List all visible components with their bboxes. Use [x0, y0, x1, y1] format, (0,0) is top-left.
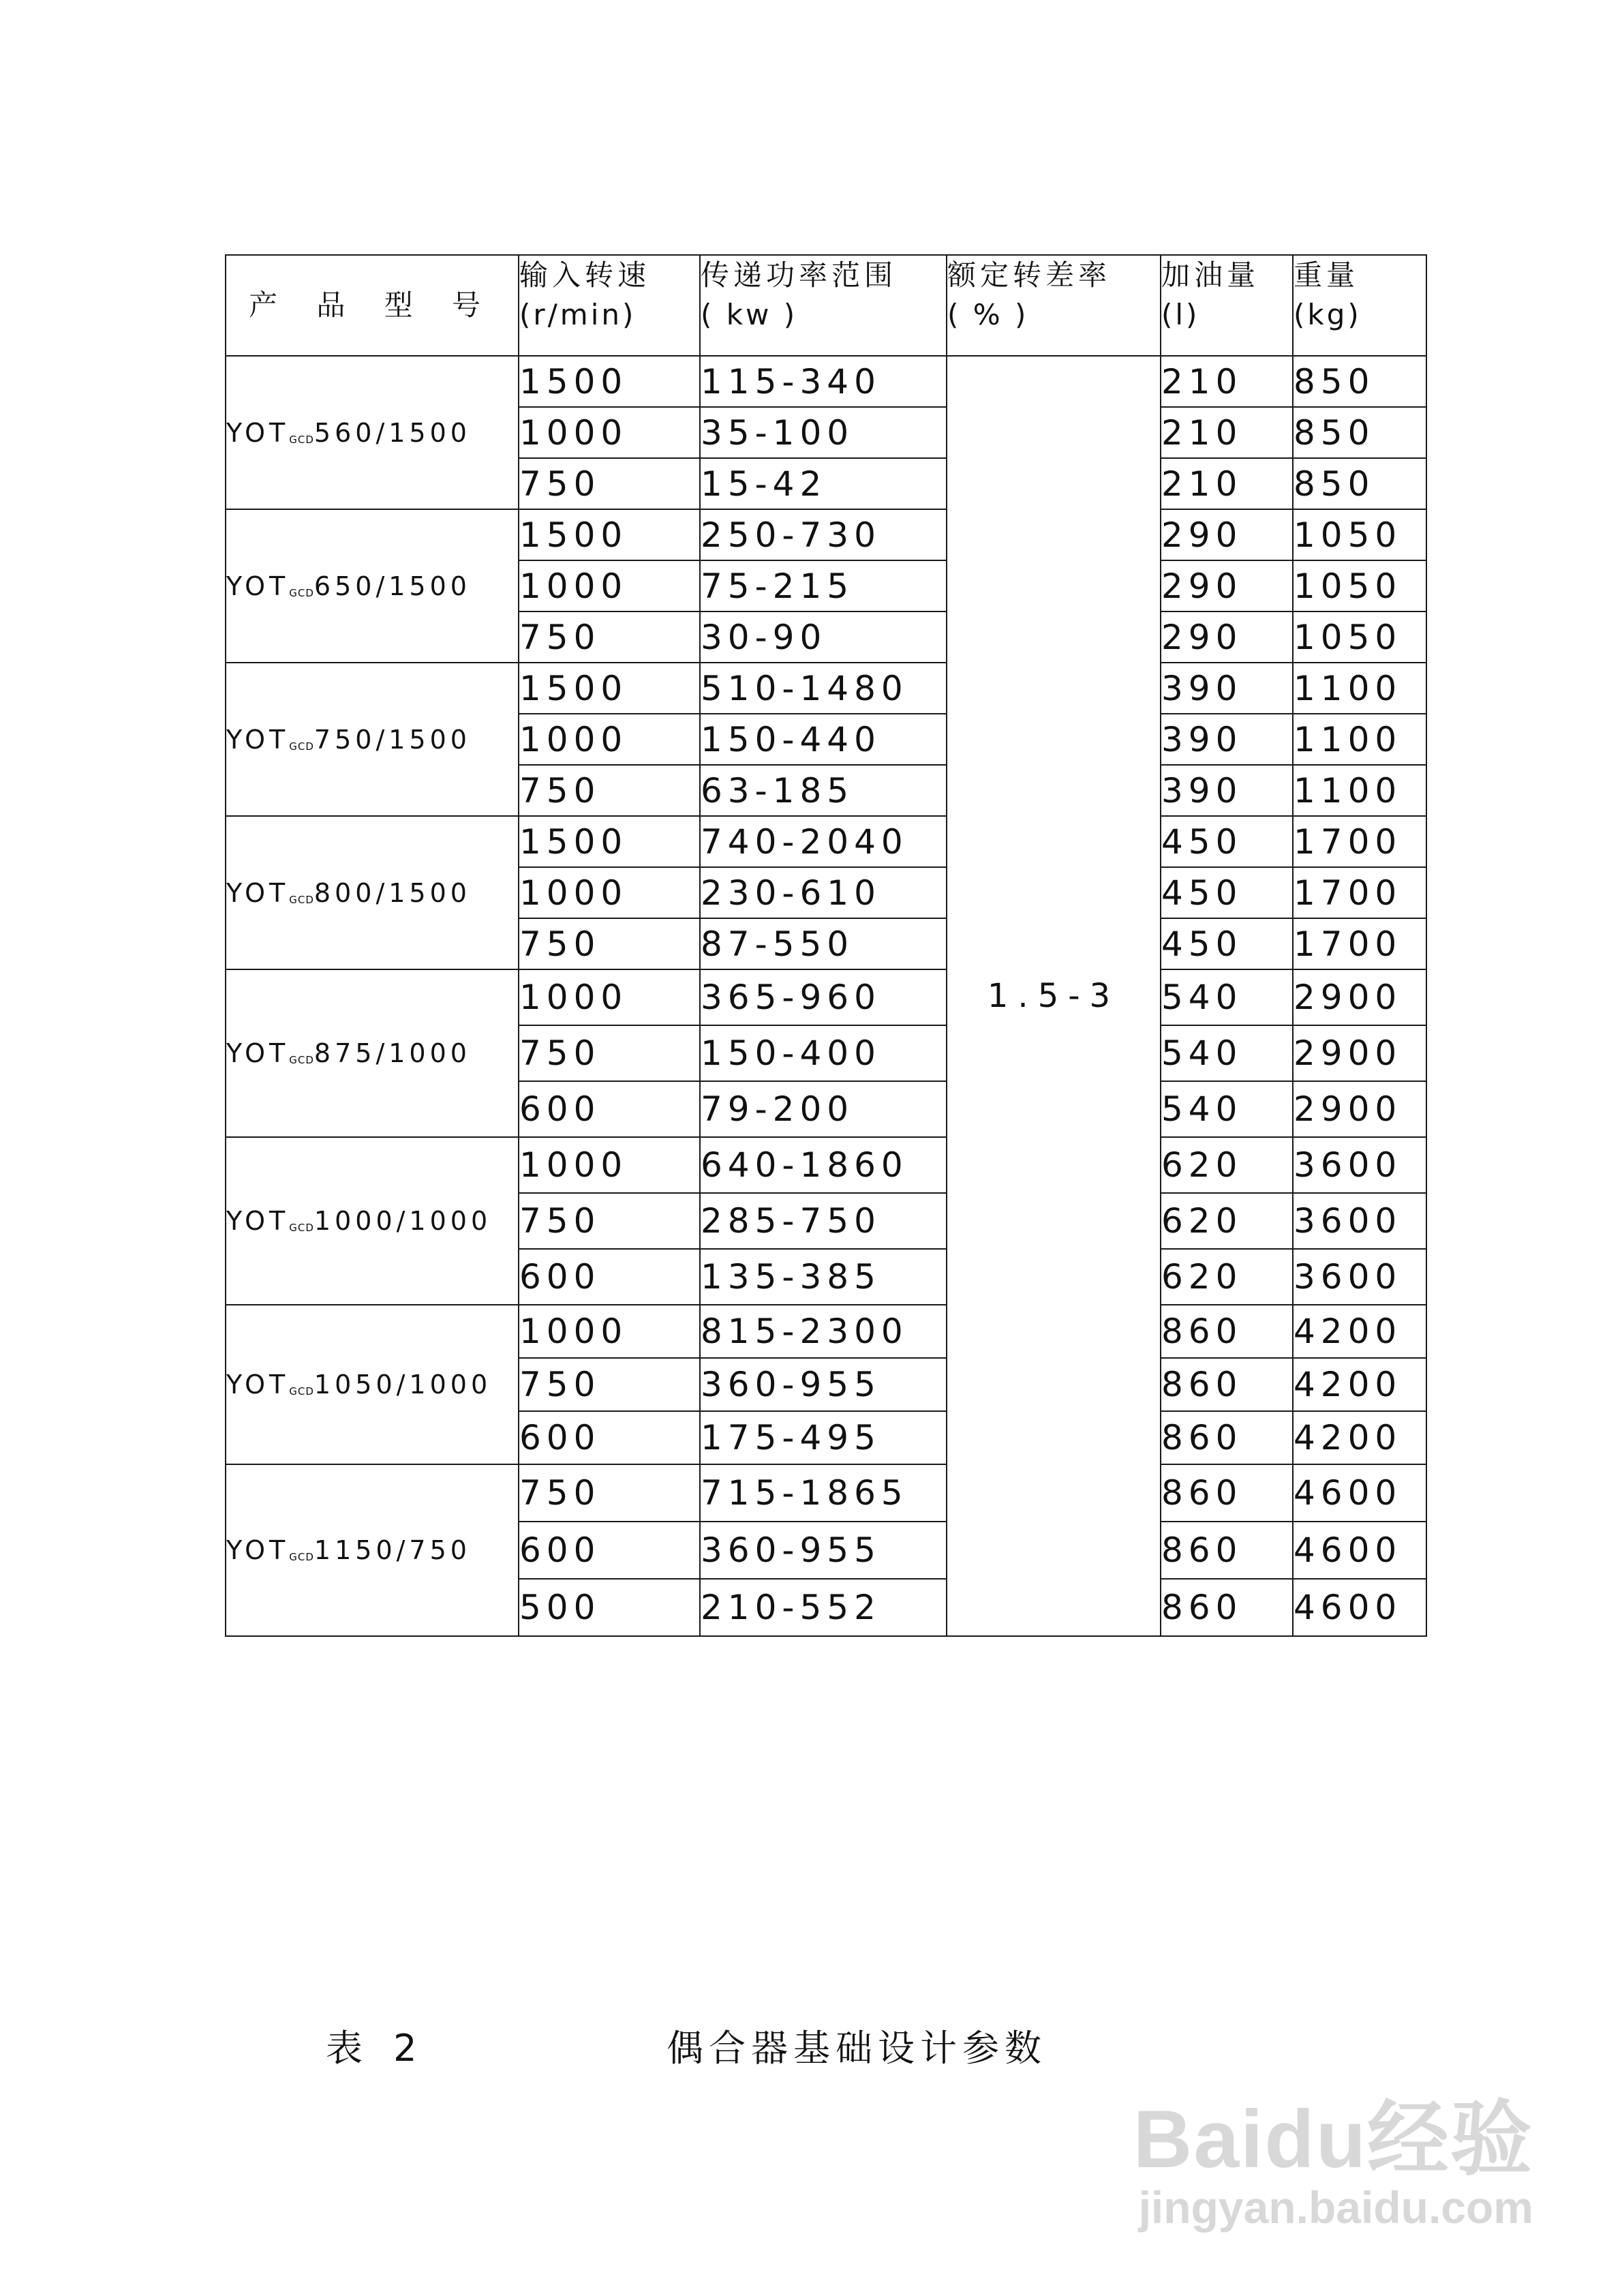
header-oil-label: 加油量 — [1161, 258, 1260, 292]
oil-cell: 540 — [1161, 1025, 1293, 1081]
model-prefix: YOT — [226, 724, 290, 755]
model-suffix: 650/1500 — [313, 571, 471, 601]
slip-cell: 1.5-3 — [947, 356, 1161, 1636]
table-row — [226, 1464, 1426, 1522]
weight-cell: 1050 — [1293, 560, 1426, 611]
model-prefix: YOT — [226, 1038, 290, 1068]
model-prefix: YOT — [226, 1535, 290, 1565]
speed-cell: 750 — [519, 918, 700, 969]
header-weight — [1293, 255, 1426, 356]
weight-cell: 2900 — [1293, 1081, 1426, 1137]
oil-cell: 210 — [1161, 407, 1293, 458]
model-cell — [226, 816, 519, 969]
weight-cell: 1050 — [1293, 509, 1426, 560]
model-prefix: YOT — [226, 877, 290, 908]
power-cell: 150-440 — [700, 714, 947, 765]
header-oil-unit: (l) — [1161, 298, 1200, 331]
speed-cell: 1500 — [519, 509, 700, 560]
header-weight-label: 重量 — [1294, 258, 1360, 292]
weight-cell: 3600 — [1293, 1193, 1426, 1249]
weight-cell: 1700 — [1293, 816, 1426, 867]
oil-cell: 860 — [1161, 1305, 1293, 1358]
power-cell: 87-550 — [700, 918, 947, 969]
speed-cell: 750 — [519, 458, 700, 509]
weight-cell: 4600 — [1293, 1464, 1426, 1522]
speed-cell: 600 — [519, 1249, 700, 1305]
header-slip-unit: ( % ) — [947, 298, 1029, 331]
power-cell: 15-42 — [700, 458, 947, 509]
weight-cell: 3600 — [1293, 1137, 1426, 1193]
weight-cell: 2900 — [1293, 1025, 1426, 1081]
power-cell: 35-100 — [700, 407, 947, 458]
speed-cell: 1500 — [519, 356, 700, 407]
baidu-jingyan-watermark — [1133, 2094, 1533, 2235]
weight-cell: 1700 — [1293, 867, 1426, 918]
model-sub: GCD — [289, 1385, 314, 1398]
table-row — [226, 816, 1426, 867]
table-row — [226, 1305, 1426, 1358]
table-body — [226, 356, 1426, 1636]
power-cell: 150-400 — [700, 1025, 947, 1081]
oil-cell: 540 — [1161, 969, 1293, 1025]
speed-cell: 1000 — [519, 1305, 700, 1358]
speed-cell: 600 — [519, 1081, 700, 1137]
header-speed — [519, 255, 700, 356]
speed-cell: 1500 — [519, 663, 700, 714]
speed-cell: 1000 — [519, 969, 700, 1025]
caption-label: 表 2 — [326, 2027, 427, 2070]
model-prefix: YOT — [226, 417, 290, 448]
header-weight-unit: (kg) — [1294, 298, 1362, 331]
header-oil — [1161, 255, 1293, 356]
model-prefix: YOT — [226, 571, 290, 601]
weight-cell: 850 — [1293, 407, 1426, 458]
model-cell — [226, 356, 519, 509]
model-prefix: YOT — [226, 1206, 290, 1236]
oil-cell: 860 — [1161, 1579, 1293, 1636]
power-cell: 115-340 — [700, 356, 947, 407]
oil-cell: 620 — [1161, 1193, 1293, 1249]
model-sub: GCD — [289, 740, 314, 753]
model-suffix: 800/1500 — [313, 877, 471, 908]
model-suffix: 1050/1000 — [313, 1370, 492, 1400]
weight-cell: 4200 — [1293, 1305, 1426, 1358]
header-row — [226, 255, 1426, 356]
table-row — [226, 663, 1426, 714]
speed-cell: 750 — [519, 1193, 700, 1249]
oil-cell: 620 — [1161, 1137, 1293, 1193]
oil-cell: 860 — [1161, 1522, 1293, 1579]
model-sub: GCD — [289, 1222, 314, 1234]
speed-cell: 600 — [519, 1522, 700, 1579]
power-cell: 75-215 — [700, 560, 947, 611]
model-suffix: 560/1500 — [313, 417, 471, 448]
speed-cell: 1000 — [519, 407, 700, 458]
oil-cell: 450 — [1161, 867, 1293, 918]
oil-cell: 210 — [1161, 356, 1293, 407]
table-row — [226, 356, 1426, 407]
oil-cell: 450 — [1161, 918, 1293, 969]
table-row — [226, 969, 1426, 1025]
weight-cell: 1050 — [1293, 611, 1426, 663]
power-cell: 740-2040 — [700, 816, 947, 867]
oil-cell: 540 — [1161, 1081, 1293, 1137]
speed-cell: 1000 — [519, 714, 700, 765]
oil-cell: 390 — [1161, 663, 1293, 714]
power-cell: 210-552 — [700, 1579, 947, 1636]
speed-cell: 1500 — [519, 816, 700, 867]
header-model: 产 品 型 号 — [226, 255, 519, 356]
header-power-label: 传递功率范围 — [701, 258, 898, 292]
power-cell: 230-610 — [700, 867, 947, 918]
weight-cell: 850 — [1293, 458, 1426, 509]
speed-cell: 750 — [519, 611, 700, 663]
weight-cell: 1100 — [1293, 765, 1426, 816]
caption-title: 偶合器基础设计参数 — [667, 2027, 1047, 2070]
power-cell: 175-495 — [700, 1411, 947, 1464]
power-cell: 360-955 — [700, 1522, 947, 1579]
model-suffix: 750/1500 — [313, 724, 471, 755]
power-cell: 640-1860 — [700, 1137, 947, 1193]
oil-cell: 860 — [1161, 1358, 1293, 1411]
power-cell: 715-1865 — [700, 1464, 947, 1522]
oil-cell: 860 — [1161, 1411, 1293, 1464]
power-cell: 30-90 — [700, 611, 947, 663]
header-speed-unit: (r/min) — [519, 298, 637, 331]
model-suffix: 1150/750 — [313, 1535, 471, 1565]
spec-table — [225, 254, 1427, 1637]
speed-cell: 1000 — [519, 1137, 700, 1193]
weight-cell: 4200 — [1293, 1358, 1426, 1411]
weight-cell: 2900 — [1293, 969, 1426, 1025]
model-cell — [226, 509, 519, 663]
model-cell — [226, 663, 519, 816]
weight-cell: 4200 — [1293, 1411, 1426, 1464]
header-speed-label: 输入转速 — [519, 258, 651, 292]
weight-cell: 3600 — [1293, 1249, 1426, 1305]
model-prefix: YOT — [226, 1370, 290, 1400]
watermark-url: jingyan.baidu.com — [1138, 2182, 1533, 2233]
power-cell: 135-385 — [700, 1249, 947, 1305]
model-suffix: 875/1000 — [313, 1038, 471, 1068]
model-sub: GCD — [289, 586, 314, 599]
header-slip-label: 额定转差率 — [947, 258, 1112, 292]
model-sub: GCD — [289, 893, 314, 906]
watermark-logo: Baidu经验 — [1133, 2094, 1533, 2185]
header-slip — [947, 255, 1161, 356]
model-sub: GCD — [289, 433, 314, 446]
speed-cell: 600 — [519, 1411, 700, 1464]
oil-cell: 290 — [1161, 509, 1293, 560]
speed-cell: 750 — [519, 1464, 700, 1522]
power-cell: 365-960 — [700, 969, 947, 1025]
model-suffix: 1000/1000 — [313, 1206, 492, 1236]
speed-cell: 500 — [519, 1579, 700, 1636]
model-cell — [226, 1137, 519, 1305]
model-cell — [226, 969, 519, 1137]
oil-cell: 210 — [1161, 458, 1293, 509]
power-cell: 510-1480 — [700, 663, 947, 714]
table-row — [226, 1137, 1426, 1193]
power-cell: 815-2300 — [700, 1305, 947, 1358]
oil-cell: 390 — [1161, 765, 1293, 816]
oil-cell: 290 — [1161, 560, 1293, 611]
model-cell — [226, 1305, 519, 1464]
weight-cell: 4600 — [1293, 1522, 1426, 1579]
weight-cell: 4600 — [1293, 1579, 1426, 1636]
model-sub: GCD — [289, 1054, 314, 1066]
oil-cell: 620 — [1161, 1249, 1293, 1305]
speed-cell: 750 — [519, 1025, 700, 1081]
power-cell: 285-750 — [700, 1193, 947, 1249]
speed-cell: 1000 — [519, 560, 700, 611]
power-cell: 63-185 — [700, 765, 947, 816]
table-row — [226, 509, 1426, 560]
oil-cell: 450 — [1161, 816, 1293, 867]
power-cell: 250-730 — [700, 509, 947, 560]
speed-cell: 750 — [519, 1358, 700, 1411]
header-power-unit: ( kw ) — [701, 298, 798, 331]
weight-cell: 850 — [1293, 356, 1426, 407]
weight-cell: 1700 — [1293, 918, 1426, 969]
weight-cell: 1100 — [1293, 714, 1426, 765]
oil-cell: 860 — [1161, 1464, 1293, 1522]
weight-cell: 1100 — [1293, 663, 1426, 714]
model-cell — [226, 1464, 519, 1636]
header-power — [700, 255, 947, 356]
power-cell: 360-955 — [700, 1358, 947, 1411]
oil-cell: 390 — [1161, 714, 1293, 765]
power-cell: 79-200 — [700, 1081, 947, 1137]
model-sub: GCD — [289, 1551, 314, 1563]
speed-cell: 1000 — [519, 867, 700, 918]
speed-cell: 750 — [519, 765, 700, 816]
oil-cell: 290 — [1161, 611, 1293, 663]
